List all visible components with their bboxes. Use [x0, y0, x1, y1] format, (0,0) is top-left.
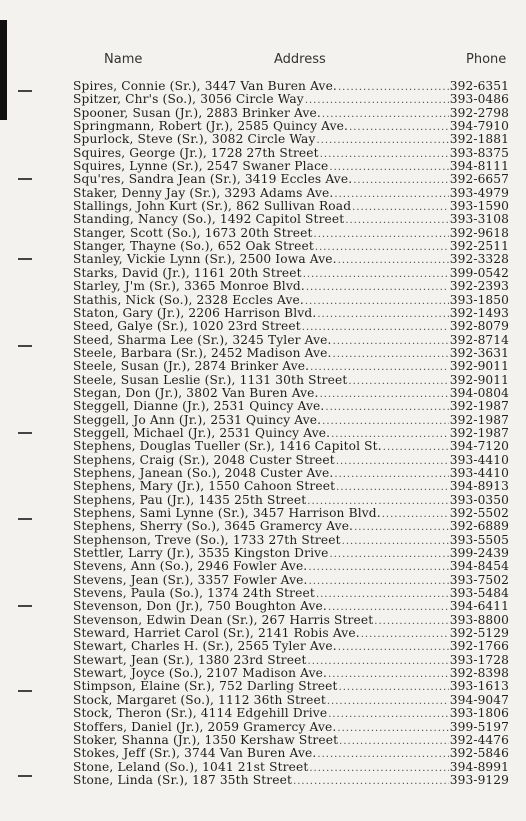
dot-leader	[322, 108, 449, 120]
entry-phone: 392-9011	[449, 373, 509, 387]
dot-leader	[315, 241, 449, 253]
dot-leader	[316, 588, 449, 600]
entry-name-address: Stegan, Don (Jr.), 3802 Van Buren Ave.	[73, 386, 319, 400]
dot-leader	[325, 401, 448, 413]
entry-name-address: Standing, Nancy (So.), 1492 Capitol Street	[73, 213, 345, 227]
entry-phone: 393-4410	[449, 466, 509, 480]
entry-phone: 392-6657	[449, 173, 509, 187]
dot-leader	[317, 748, 448, 760]
directory-entry	[73, 427, 509, 440]
directory-entry	[73, 133, 509, 146]
entry-phone: 392-8079	[449, 320, 509, 334]
entry-name-address: Steed, Sharma Lee (Sr.), 3245 Tyler Ave.	[73, 333, 332, 347]
dot-leader	[305, 295, 449, 307]
entry-name-address: Springmann, Robert (Jr.), 2585 Quincy Ave.	[73, 120, 349, 134]
directory-entry	[73, 187, 509, 200]
entry-phone: 393-1806	[449, 707, 509, 721]
entry-phone: 394-8913	[449, 480, 509, 494]
dot-leader	[334, 188, 448, 200]
entry-phone: 394-0804	[449, 386, 509, 400]
entry-name-address: Squires, Lynne (Sr.), 2547 Swaner Place	[73, 160, 329, 174]
phone-column-label: Phone	[466, 52, 507, 67]
directory-entry	[73, 574, 509, 587]
entry-name-address: Starks, David (Jr.), 1161 20th Street	[73, 266, 302, 280]
entry-name-address: Stanley, Vickie Lynn (Sr.), 2500 Iowa Ave.	[73, 253, 337, 267]
entry-name-address: Steggell, Dianne (Jr.), 2531 Quincy Ave.	[73, 400, 325, 414]
dot-leader	[382, 508, 449, 520]
entry-name-address: Stevenson, Don (Jr.), 750 Boughton Ave.	[73, 600, 327, 614]
directory-entry	[73, 761, 509, 774]
dot-leader	[333, 335, 449, 347]
dot-leader	[331, 428, 449, 440]
dot-leader	[320, 388, 449, 400]
dot-leader	[310, 361, 449, 373]
directory-entry	[73, 240, 509, 253]
entry-name-address: Stokes, Jeff (Sr.), 3744 Van Buren Ave.	[73, 747, 317, 761]
dot-leader	[361, 628, 449, 640]
dot-leader	[293, 775, 449, 787]
entry-phone: 393-0486	[449, 93, 509, 107]
dot-leader	[336, 455, 449, 467]
entry-phone: 392-8714	[449, 333, 509, 347]
dot-leader	[302, 321, 449, 333]
entry-phone: 393-0350	[449, 493, 509, 507]
entry-name-address: Stathis, Nick (So.), 2328 Eccles Ave.	[73, 293, 304, 307]
directory-list	[73, 80, 509, 787]
margin-mark	[18, 518, 32, 520]
directory-entry	[73, 507, 509, 520]
directory-entry	[73, 267, 509, 280]
entry-phone: 394-7120	[449, 440, 509, 454]
directory-entry	[73, 694, 509, 707]
entry-name-address: Stephens, Pau (Jr.), 1435 25th Street	[73, 493, 307, 507]
entry-name-address: Steed, Galye (Sr.), 1020 23rd Street	[73, 320, 301, 334]
dot-leader	[338, 641, 449, 653]
entry-name-address: Stewart, Joyce (So.), 2107 Madison Ave.	[73, 667, 328, 681]
entry-name-address: Stettler, Larry (Jr.), 3535 Kingston Drive	[73, 547, 329, 561]
address-column-label: Address	[274, 52, 326, 67]
directory-entry	[73, 747, 509, 760]
entry-phone: 393-8375	[449, 146, 509, 160]
binding-edge	[0, 20, 7, 120]
dot-leader	[338, 81, 449, 93]
dot-leader	[345, 214, 448, 226]
entry-phone: 392-3328	[449, 253, 509, 267]
entry-phone: 392-1493	[449, 306, 509, 320]
entry-name-address: Stevens, Ann (So.), 2946 Fowler Ave.	[73, 560, 308, 574]
entry-phone: 392-2511	[449, 240, 509, 254]
entry-phone: 399-0542	[449, 266, 509, 280]
entry-name-address: Stone, Leland (So.), 1041 21st Street	[73, 760, 309, 774]
entry-name-address: Stone, Linda (Sr.), 187 35th Street	[73, 773, 293, 787]
dot-leader	[308, 655, 449, 667]
entry-phone: 392-4476	[449, 733, 509, 747]
dot-leader	[374, 615, 449, 627]
margin-mark	[18, 345, 32, 347]
directory-entry	[73, 374, 509, 387]
entry-name-address: Stoffers, Daniel (Jr.), 2059 Gramercy Ave.	[73, 720, 337, 734]
entry-name-address: Stephens, Janean (So.), 2048 Custer Ave.	[73, 466, 334, 480]
column-header	[0, 52, 526, 70]
directory-entry	[73, 227, 509, 240]
margin-mark	[18, 258, 32, 260]
entry-phone: 393-8800	[449, 613, 509, 627]
dot-leader	[322, 415, 449, 427]
directory-entry	[73, 547, 509, 560]
dot-leader	[317, 308, 448, 320]
directory-entry	[73, 347, 509, 360]
entry-name-address: Spires, Connie (Sr.), 3447 Van Buren Ave.	[73, 80, 337, 93]
directory-entry	[73, 707, 509, 720]
entry-phone: 393-3108	[449, 213, 509, 227]
entry-name-address: Starley, J'm (Sr.), 3365 Monroe Blvd.	[73, 280, 305, 294]
dot-leader	[342, 535, 449, 547]
entry-phone: 394-8111	[449, 160, 509, 174]
entry-name-address: Steward, Harriet Carol (Sr.), 2141 Robis Ave.	[73, 627, 360, 641]
entry-phone: 393-1613	[449, 680, 509, 694]
entry-phone: 393-5484	[449, 587, 509, 601]
dot-leader	[383, 441, 449, 453]
directory-entry	[73, 480, 509, 493]
entry-name-address: Staker, Denny Jay (Sr.), 3293 Adams Ave.	[73, 186, 334, 200]
directory-entry	[73, 320, 509, 333]
entry-phone: 394-8454	[449, 560, 509, 574]
entry-name-address: Stephens, Sherry (So.), 3645 Gramercy Ave.	[73, 520, 354, 534]
directory-entry	[73, 494, 509, 507]
directory-entry	[73, 387, 509, 400]
entry-phone: 392-6889	[449, 520, 509, 534]
entry-phone: 392-6351	[449, 80, 509, 93]
dot-leader	[338, 254, 449, 266]
dot-leader	[307, 495, 449, 507]
directory-entry	[73, 640, 509, 653]
directory-entry	[73, 334, 509, 347]
margin-mark	[18, 605, 32, 607]
entry-name-address: Stephens, Douglas Tueller (Sr.), 1416 Capitol St.	[73, 440, 382, 454]
entry-phone: 393-5505	[449, 533, 509, 547]
entry-phone: 393-9129	[449, 773, 509, 787]
entry-name-address: Stock, Margaret (So.), 1112 36th Street	[73, 693, 326, 707]
entry-name-address: Stewart, Charles H. (Sr.), 2565 Tyler Ave.	[73, 640, 337, 654]
dot-leader	[314, 228, 449, 240]
directory-entry	[73, 360, 509, 373]
directory-entry	[73, 627, 509, 640]
entry-name-address: Staton, Gary (Jr.), 2206 Harrison Blvd.	[73, 306, 317, 320]
dot-leader	[336, 481, 449, 493]
directory-entry	[73, 454, 509, 467]
entry-name-address: Stevens, Jean (Sr.), 3357 Fowler Ave.	[73, 573, 308, 587]
dot-leader	[308, 561, 448, 573]
entry-phone: 393-1590	[449, 200, 509, 214]
entry-name-address: Stanger, Scott (So.), 1673 20th Street	[73, 226, 313, 240]
dot-leader	[309, 575, 449, 587]
directory-entry	[73, 280, 509, 293]
entry-name-address: Spooner, Susan (Jr.), 2883 Brinker Ave.	[73, 106, 321, 120]
entry-name-address: Spurlock, Steve (Sr.), 3082 Circle Way	[73, 133, 316, 147]
dot-leader	[352, 201, 449, 213]
dot-leader	[339, 681, 449, 693]
entry-phone: 392-3631	[449, 346, 509, 360]
entry-phone: 392-5129	[449, 627, 509, 641]
dot-leader	[333, 348, 449, 360]
entry-phone: 392-5502	[449, 507, 509, 520]
directory-entry	[73, 721, 509, 734]
dot-leader	[337, 722, 448, 734]
directory-entry	[73, 520, 509, 533]
dot-leader	[327, 695, 449, 707]
directory-entry	[73, 440, 509, 453]
entry-name-address: Steele, Susan Leslie (Sr.), 1131 30th Street	[73, 373, 348, 387]
entry-phone: 394-9047	[449, 693, 509, 707]
margin-mark	[18, 432, 32, 434]
directory-entry	[73, 307, 509, 320]
directory-entry	[73, 614, 509, 627]
dot-leader	[354, 521, 449, 533]
dot-leader	[328, 601, 449, 613]
directory-entry	[73, 80, 509, 93]
dot-leader	[349, 121, 449, 133]
margin-mark	[18, 178, 32, 180]
directory-entry	[73, 294, 509, 307]
dot-leader	[329, 161, 448, 173]
entry-name-address: Squ'res, Sandra Jean (Sr.), 3419 Eccles Ave.	[73, 173, 353, 187]
dot-leader	[348, 375, 448, 387]
directory-entry	[73, 600, 509, 613]
entry-phone: 392-2393	[449, 280, 509, 294]
entry-phone: 392-1987	[449, 413, 509, 427]
entry-name-address: Stevenson, Edwin Dean (Sr.), 267 Harris Street	[73, 613, 374, 627]
entry-phone: 392-9618	[449, 226, 509, 240]
dot-leader	[339, 735, 449, 747]
dot-leader	[334, 468, 448, 480]
entry-name-address: Stephens, Mary (Jr.), 1550 Cahoon Street	[73, 480, 336, 494]
entry-phone: 392-2798	[449, 106, 509, 120]
dot-leader	[320, 148, 449, 160]
entry-name-address: Steele, Susan (Jr.), 2874 Brinker Ave.	[73, 360, 310, 374]
directory-entry	[73, 680, 509, 693]
entry-name-address: Stewart, Jean (Sr.), 1380 23rd Street	[73, 653, 307, 667]
entry-name-address: Steele, Barbara (Sr.), 2452 Madison Ave.	[73, 346, 332, 360]
dot-leader	[317, 134, 449, 146]
entry-name-address: Stock, Theron (Sr.), 4114 Edgehill Drive	[73, 707, 328, 721]
directory-entry	[73, 734, 509, 747]
directory-entry	[73, 160, 509, 173]
directory-entry	[73, 120, 509, 133]
dot-leader	[305, 94, 449, 106]
directory-entry	[73, 213, 509, 226]
entry-name-address: Steggell, Michael (Jr.), 2531 Quincy Ave.	[73, 426, 331, 440]
entry-name-address: Spitzer, Chr's (So.), 3056 Circle Way	[73, 93, 304, 107]
entry-phone: 394-6411	[449, 600, 509, 614]
entry-phone: 393-7502	[449, 573, 509, 587]
entry-phone: 394-7910	[449, 120, 509, 134]
dot-leader	[309, 762, 448, 774]
entry-name-address: Squires, George (Jr.), 1728 27th Street	[73, 146, 319, 160]
dot-leader	[328, 668, 449, 680]
dot-leader	[306, 281, 449, 293]
entry-name-address: Stimpson, Elaine (Sr.), 752 Darling Street	[73, 680, 338, 694]
directory-entry	[73, 93, 509, 106]
entry-name-address: Stephens, Craig (Sr.), 2048 Custer Street	[73, 453, 335, 467]
directory-entry	[73, 587, 509, 600]
name-column-label: Name	[104, 52, 143, 67]
directory-entry	[73, 654, 509, 667]
directory-entry	[73, 400, 509, 413]
margin-mark	[18, 775, 32, 777]
directory-entry	[73, 414, 509, 427]
entry-phone: 392-1881	[449, 133, 509, 147]
directory-entry	[73, 560, 509, 573]
directory-entry	[73, 200, 509, 213]
dot-leader	[328, 708, 449, 720]
entry-phone: 393-4410	[449, 453, 509, 467]
directory-entry	[73, 253, 509, 266]
dot-leader	[353, 174, 449, 186]
directory-entry	[73, 467, 509, 480]
entry-phone: 393-1850	[449, 293, 509, 307]
directory-entry	[73, 667, 509, 680]
entry-phone: 392-1766	[449, 640, 509, 654]
directory-entry	[73, 774, 509, 787]
directory-entry	[73, 173, 509, 186]
directory-entry	[73, 534, 509, 547]
directory-entry	[73, 107, 509, 120]
entry-name-address: Stanger, Thayne (So.), 652 Oak Street	[73, 240, 314, 254]
dot-leader	[330, 548, 449, 560]
entry-phone: 392-1987	[449, 400, 509, 414]
entry-phone: 399-2439	[449, 547, 509, 561]
entry-name-address: Stephens, Sami Lynne (Sr.), 3457 Harrison Blvd.	[73, 507, 381, 520]
entry-phone: 399-5197	[449, 720, 509, 734]
entry-phone: 393-4979	[449, 186, 509, 200]
entry-phone: 393-1728	[449, 653, 509, 667]
directory-entry	[73, 147, 509, 160]
entry-phone: 392-9011	[449, 360, 509, 374]
entry-name-address: Stevens, Paula (So.), 1374 24th Street	[73, 587, 315, 601]
entry-name-address: Stallings, John Kurt (Sr.), 862 Sullivan Road	[73, 200, 352, 214]
margin-mark	[18, 690, 32, 692]
entry-phone: 392-5846	[449, 747, 509, 761]
entry-name-address: Steggell, Jo Ann (Jr.), 2531 Quincy Ave.	[73, 413, 322, 427]
entry-name-address: Stephenson, Treve (So.), 1733 27th Street	[73, 533, 341, 547]
entry-phone: 394-8991	[449, 760, 509, 774]
margin-mark	[18, 90, 32, 92]
entry-phone: 392-1987	[449, 426, 509, 440]
entry-phone: 392-8398	[449, 667, 509, 681]
entry-name-address: Stoker, Shanna (Jr.), 1350 Kershaw Street	[73, 733, 339, 747]
dot-leader	[303, 268, 449, 280]
